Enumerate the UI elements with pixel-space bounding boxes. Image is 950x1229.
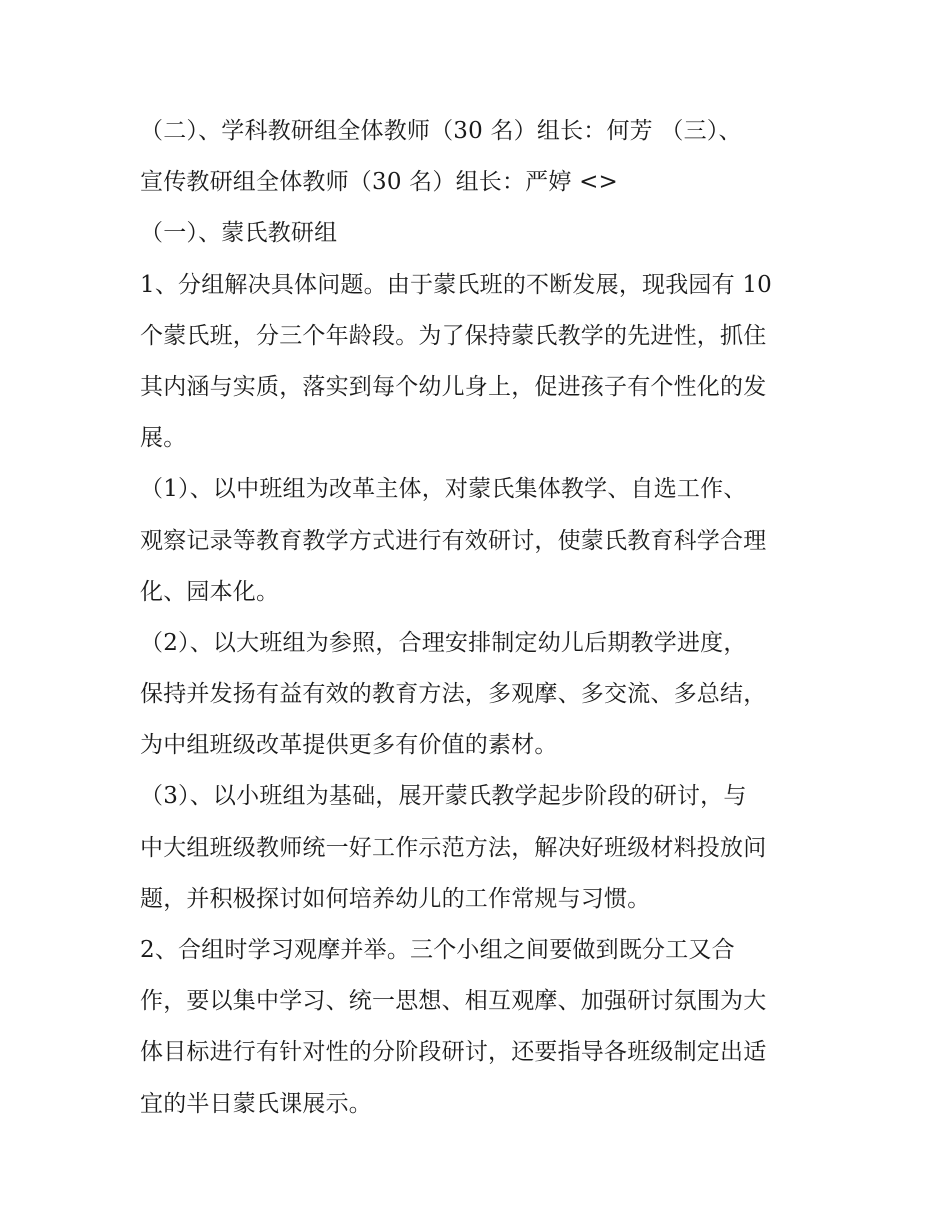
text-line: 中大组班级教师统一好工作示范方法，解决好班级材料投放问 (140, 834, 767, 861)
text-line: （二）、学科教研组全体教师（30 名）组长：何芳 （三）、 (140, 118, 742, 144)
text-line: 题，并积极探讨如何培养幼儿的工作常规与习惯。 (140, 885, 651, 912)
text-line: 其内涵与实质，落实到每个幼儿身上，促进孩子有个性化的发 (140, 373, 767, 400)
text-line: 保持并发扬有益有效的教育方法，多观摩、多交流、多总结， (140, 681, 767, 708)
text-line: 化、园本化。 (140, 578, 280, 605)
text-line: 为中组班级改革提供更多有价值的素材。 (140, 732, 558, 759)
text-line: 体目标进行有针对性的分阶段研讨，还要指导各班级制定出适 (140, 1039, 767, 1066)
text-line: 观察记录等教育教学方式进行有效研讨，使蒙氏教育科学合理 (140, 527, 767, 554)
text-line: 宜的半日蒙氏课展示。 (140, 1090, 372, 1117)
text-line: （2）、以大班组为参照，合理安排制定幼儿后期教学进度， (140, 629, 747, 656)
text-line: （1）、以中班组为改革主体，对蒙氏集体教学、自选工作、 (140, 476, 747, 503)
text-line: 2、合组时学习观摩并举。三个小组之间要做到既分工又合 (140, 937, 735, 963)
text-line: 个蒙氏班，分三个年龄段。为了保持蒙氏教学的先进性，抓住 (140, 322, 767, 349)
section-heading: （一）、蒙氏教研组 (140, 220, 338, 247)
text-line: （3）、以小班组为基础，展开蒙氏教学起步阶段的研讨，与 (140, 783, 747, 810)
text-line: 作，要以集中学习、统一思想、相互观摩、加强研讨氛围为大 (140, 988, 767, 1015)
text-line: 展。 (140, 425, 187, 452)
document-body (140, 106, 820, 1130)
text-line: 1、分组解决具体问题。由于蒙氏班的不断发展，现我园有 10 (140, 271, 773, 298)
text-line: 宣传教研组全体教师（30 名）组长：严婷 <> (140, 169, 619, 196)
